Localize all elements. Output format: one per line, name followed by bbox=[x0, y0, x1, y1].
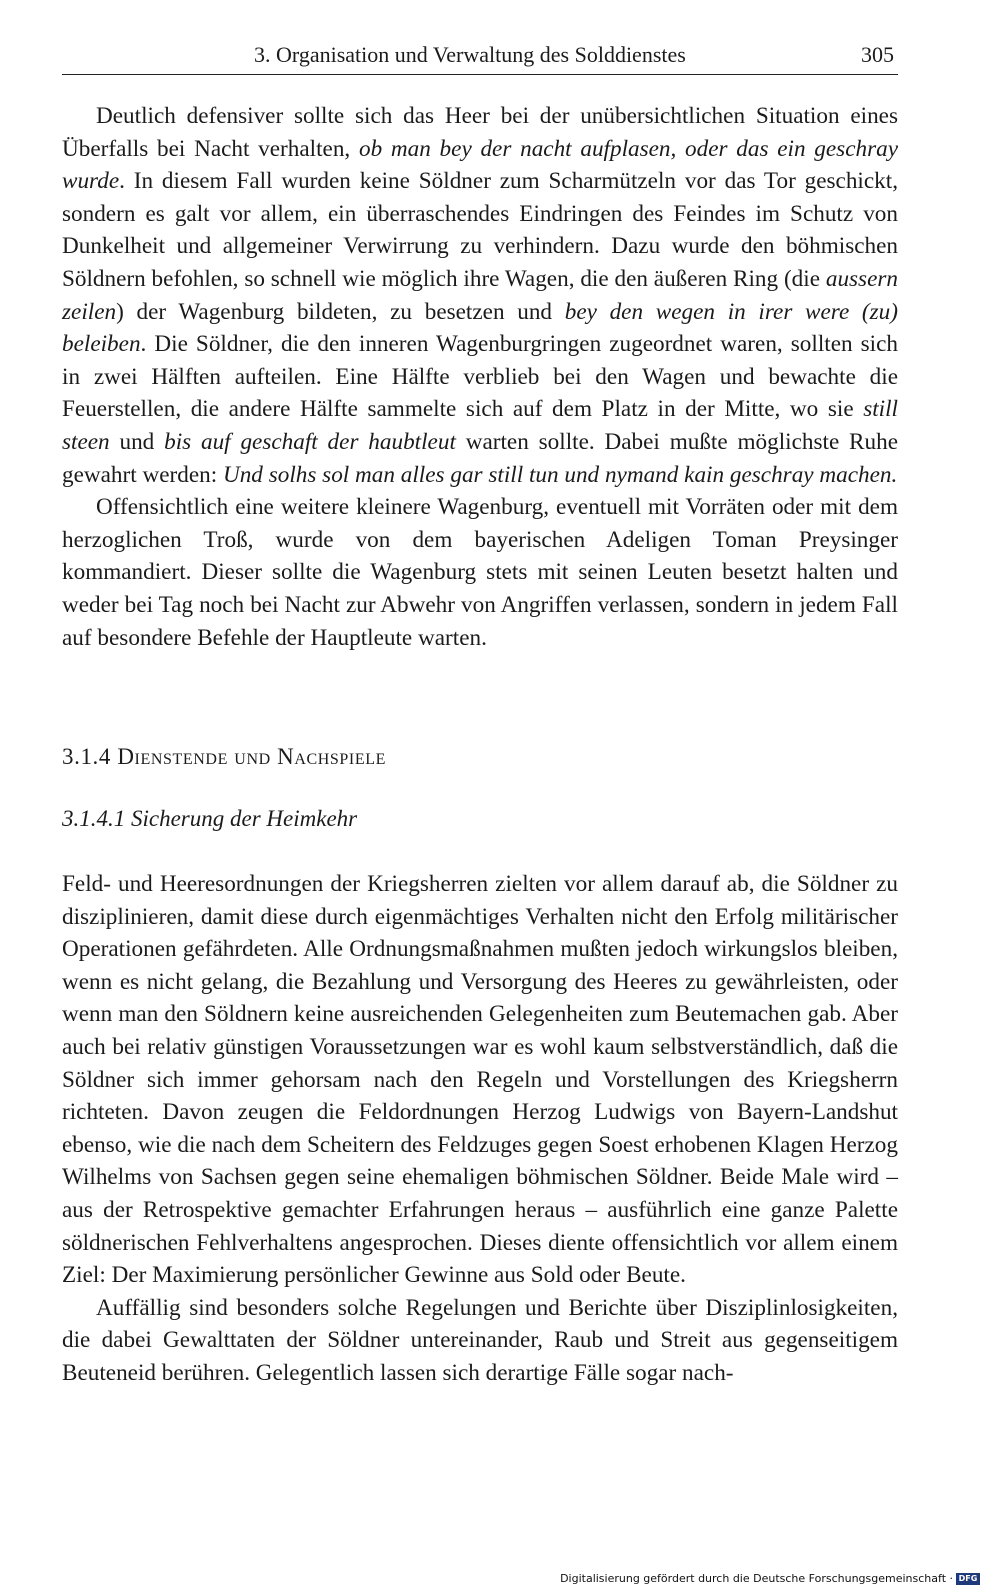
page-header bbox=[62, 40, 898, 75]
paragraph-text: . In diesem Fall wurden keine Söldner zum Scharmützeln vor das Tor geschickt, sondern es galt vor allem, ein überraschendes Eindringen des Feindes im Schutz von Dunkelheit und allgemeiner Verwirrung zu verhindern. Dazu wurde den böhmischen Söldnern befohlen, so schnell wie möglich ihre Wagen, die den äußeren Ring (die bbox=[62, 168, 898, 292]
paragraph-text: ) der Wagenburg bildeten, zu besetzen und bbox=[116, 298, 565, 325]
funding-note: Digitalisierung gefördert durch die Deutsche Forschungsgemeinschaft · bbox=[560, 1572, 953, 1585]
paragraph-text: und bbox=[109, 428, 165, 455]
quoted-source-text: aussern zeilen bbox=[62, 265, 898, 325]
paragraph-text: Deutlich defensiver sollte sich das Heer bei der unübersichtlichen Situation eines Überfalls bei Nacht verhalten, bbox=[62, 103, 898, 162]
quoted-source-text: ob man bey der nacht aufplasen, oder das ein geschray wurde bbox=[62, 135, 898, 195]
body-text-top bbox=[62, 100, 898, 654]
quoted-source-text: bis auf geschaft der haubtleut bbox=[164, 428, 456, 455]
body-text-bottom bbox=[62, 868, 898, 1390]
quoted-source-text: still steen bbox=[62, 396, 898, 455]
dfg-logo-icon: DFG bbox=[956, 1573, 980, 1585]
footer bbox=[560, 1572, 980, 1585]
paragraph bbox=[62, 868, 898, 1292]
quoted-source-text: Und solhs sol man alles gar still tun und nymand kain geschray machen. bbox=[222, 461, 898, 488]
paragraph bbox=[62, 491, 898, 654]
paragraph-text: warten sollte. Dabei mußte möglichste Ruhe gewahrt werden: bbox=[62, 428, 899, 488]
quoted-source-text: bey den wegen in irer were (zu) beleiben bbox=[62, 298, 898, 358]
paragraph-text: Offensichtlich eine weitere kleinere Wagenburg, eventuell mit Vorräten oder mit dem herzoglichen Troß, wurde von dem bayerischen Adeligen Toman Preysinger kommandiert. Dieser sollte die Wagenburg stets mit seinen Leuten besetzt halten und weder bei Tag noch bei Nacht zur Abwehr von Angriffen verlassen, sondern in jedem Fall auf besondere Befehle der Hauptleute warten. bbox=[62, 494, 898, 651]
paragraph bbox=[62, 1292, 898, 1390]
subsection-heading: 3.1.4.1 Sicherung der Heimkehr bbox=[62, 806, 358, 831]
paragraph-text: Feld- und Heeresordnungen der Kriegsherren zielten vor allem darauf ab, die Söldner zu disziplinieren, damit diese durch eigenmächtiges Verhalten nicht den Erfolg militärischer Operationen gefährdeten. Alle Ordnungsmaßnahmen mußten jedoch wirkungslos bleiben, wenn es nicht gelang, die Bezahlung und Versorgung des Heeres zu gewährleisten, oder wenn man den Söldnern keine ausreichenden Gelegenheiten zum Beutemachen gab. Aber auch bei relativ günstigen Voraussetzungen war es wohl kaum selbstverständlich, daß die Söldner sich immer gehorsam nach den Regeln und Vorstellungen des Kriegsherrn richteten. Davon zeugen die Feldordnungen Herzog Ludwigs von Bayern-Landshut ebenso, wie die nach dem Scheitern des Feldzuges gegen Soest erhobenen Klagen Herzog Wilhelms von Sachsen gegen seine ehemaligen böhmischen Söldner. Beide Male wird – aus der Retrospektive gemachter Erfahrungen heraus – ausführlich eine ganze Palette söldnerischen Fehlverhaltens angesprochen. Dieses diente offensichtlich vor allem einem Ziel: Der Maximierung persönlicher Gewinne aus Sold oder Beute. bbox=[62, 871, 898, 1289]
paragraph bbox=[62, 100, 898, 491]
paragraph-text: . Die Söldner, die den inneren Wagenburgringen zugeordnet waren, sollten sich in zwei Hälften aufteilen. Eine Hälfte verblieb bei den Wagen und bewachte die Feuerstellen, die andere Hälfte sammelte sich auf dem Platz in der Mitte, wo sie bbox=[62, 331, 898, 423]
section-heading: 3.1.4 Dienstende und Nachspiele bbox=[62, 744, 386, 769]
running-title: 3. Organisation und Verwaltung des Solddienstes bbox=[254, 42, 686, 67]
page-number: 305 bbox=[861, 42, 894, 67]
paragraph-text: Auffällig sind besonders solche Regelungen und Berichte über Disziplinlosigkeiten, die dabei Gewalttaten der Söldner untereinander, Raub und Streit aus gegenseitigem Beuteneid berühren. Gelegentlich lassen sich derartige Fälle sogar nach- bbox=[62, 1294, 898, 1386]
